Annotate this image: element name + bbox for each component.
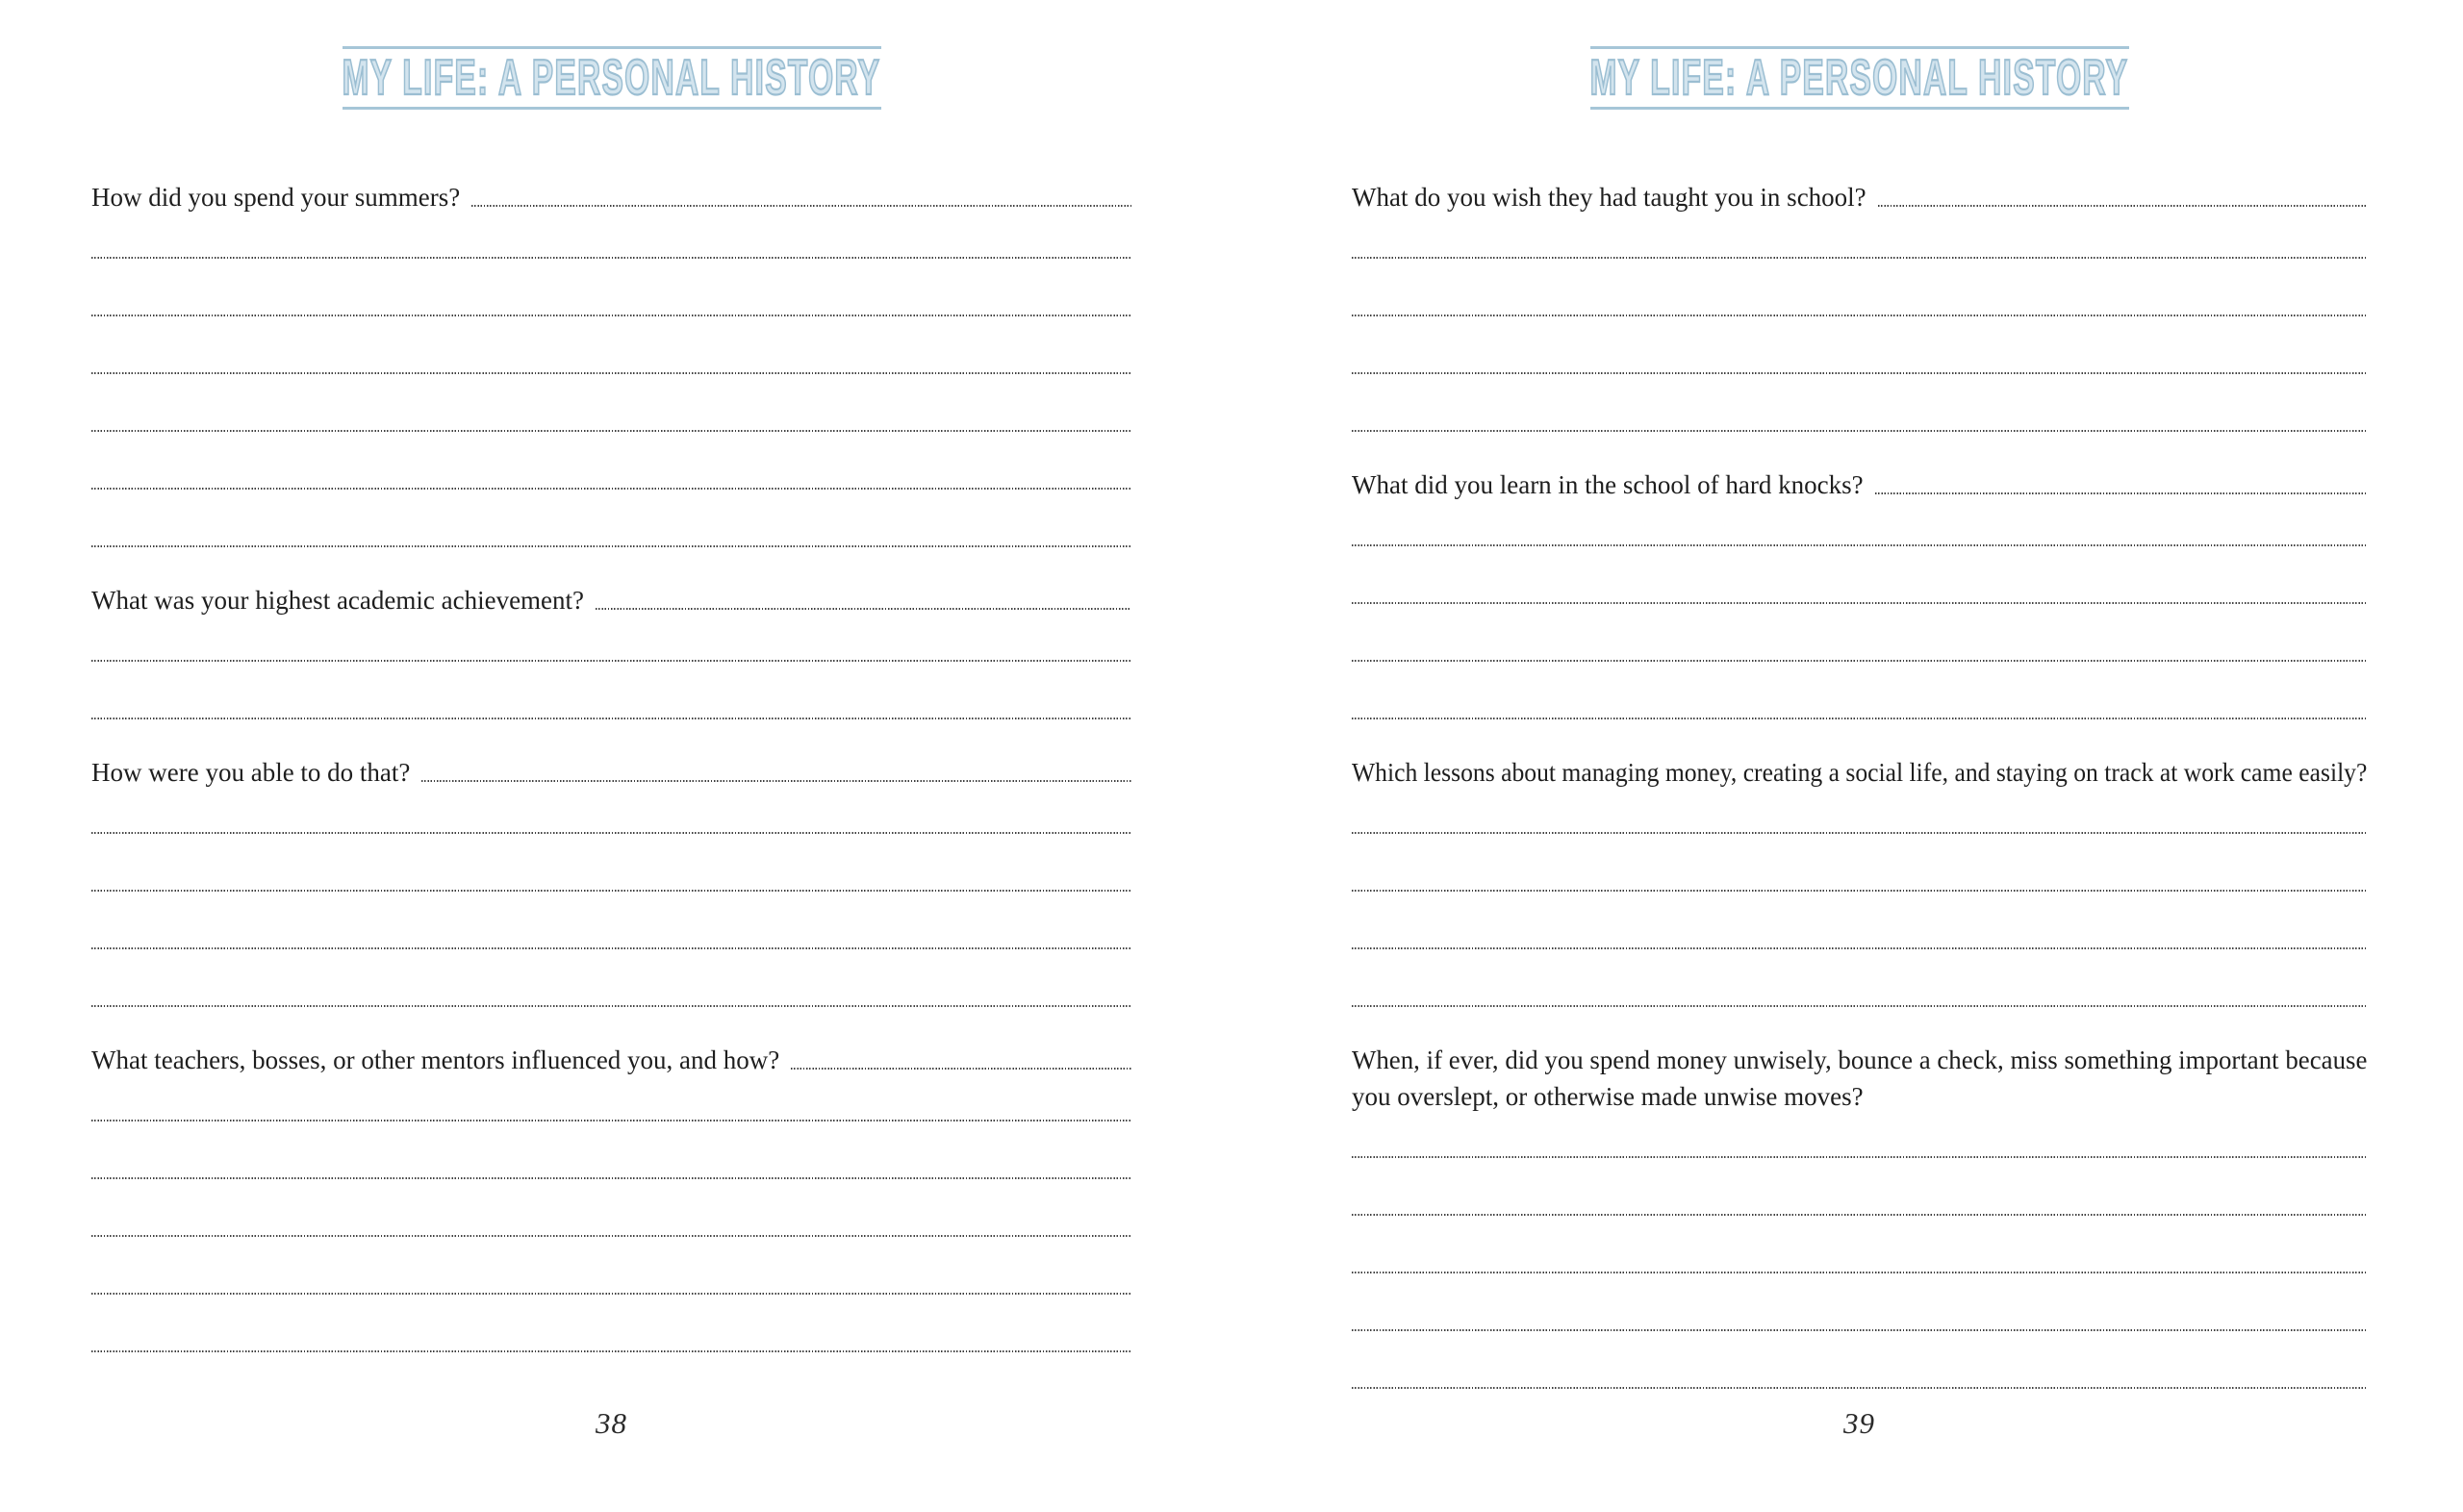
page-number: 39	[1843, 1406, 1875, 1440]
question-row	[91, 179, 1131, 215]
question-row	[91, 582, 1131, 618]
question-text-line: Which lessons about managing money, creating a social life, and staying on track at work came easily?	[1352, 758, 2368, 787]
answer-line	[91, 890, 1131, 892]
answer-line	[1352, 832, 2367, 834]
page-title: MY LIFE: A PERSONAL HISTORY	[1589, 50, 2129, 106]
answer-line	[1352, 1329, 2367, 1331]
question-row	[1352, 466, 2367, 503]
answer-leader-line	[421, 780, 1131, 782]
answer-line	[91, 315, 1131, 316]
answer-line	[1352, 947, 2367, 949]
answer-line	[1352, 718, 2367, 719]
answer-line	[1352, 544, 2367, 546]
question-text: What was your highest academic achievement?	[91, 586, 585, 615]
answer-line	[91, 372, 1131, 374]
answer-line	[1352, 890, 2367, 892]
answer-leader-line	[471, 205, 1131, 207]
page-title: MY LIFE: A PERSONAL HISTORY	[342, 50, 881, 106]
answer-leader-line	[1878, 205, 2367, 207]
answer-line	[1352, 257, 2367, 259]
title-block	[1590, 46, 2129, 110]
answer-line	[91, 1235, 1131, 1237]
question-row	[1352, 1042, 2367, 1115]
answer-line	[91, 660, 1131, 662]
answer-line	[91, 257, 1131, 259]
right-page	[1232, 0, 2463, 1512]
answer-line	[91, 430, 1131, 432]
question-list	[91, 179, 1131, 1352]
answer-line	[91, 1293, 1131, 1295]
question-text: What teachers, bosses, or other mentors influenced you, and how?	[91, 1046, 780, 1074]
answer-line	[91, 1005, 1131, 1007]
answer-line	[1352, 430, 2367, 432]
answer-line	[1352, 1214, 2367, 1216]
question-text-line: When, if ever, did you spend money unwisely, bounce a check, miss something important because	[1352, 1046, 2368, 1074]
answer-line	[1352, 372, 2367, 374]
question-text: What did you learn in the school of hard knocks?	[1352, 470, 1864, 499]
answer-line	[1352, 602, 2367, 604]
answer-line	[91, 1350, 1131, 1352]
question-text: What do you wish they had taught you in school?	[1352, 183, 1866, 212]
answer-line	[91, 718, 1131, 719]
answer-line	[91, 1177, 1131, 1179]
question-row	[91, 1042, 1131, 1078]
answer-line	[91, 1120, 1131, 1121]
question-text	[1352, 754, 2367, 791]
answer-line	[1352, 660, 2367, 662]
answer-line	[91, 832, 1131, 834]
answer-leader-line	[1875, 492, 2367, 494]
question-row	[91, 754, 1131, 791]
title-block	[343, 46, 881, 110]
answer-leader-line	[791, 1068, 1131, 1070]
page-number: 38	[596, 1406, 627, 1440]
question-list	[1352, 179, 2367, 1389]
question-row	[1352, 179, 2367, 215]
question-text: How were you able to do that?	[91, 758, 411, 787]
answer-line	[1352, 1005, 2367, 1007]
answer-leader-line	[596, 608, 1131, 610]
question-text: How did you spend your summers?	[91, 183, 461, 212]
answer-line	[1352, 1387, 2367, 1389]
question-text	[1352, 1042, 2367, 1115]
answer-line	[1352, 1272, 2367, 1273]
answer-line	[91, 488, 1131, 490]
question-text-line: you overslept, or otherwise made unwise moves?	[1352, 1082, 1864, 1111]
question-row	[1352, 754, 2367, 791]
answer-line	[91, 947, 1131, 949]
answer-line	[1352, 1156, 2367, 1158]
answer-line	[1352, 315, 2367, 316]
answer-line	[91, 545, 1131, 547]
